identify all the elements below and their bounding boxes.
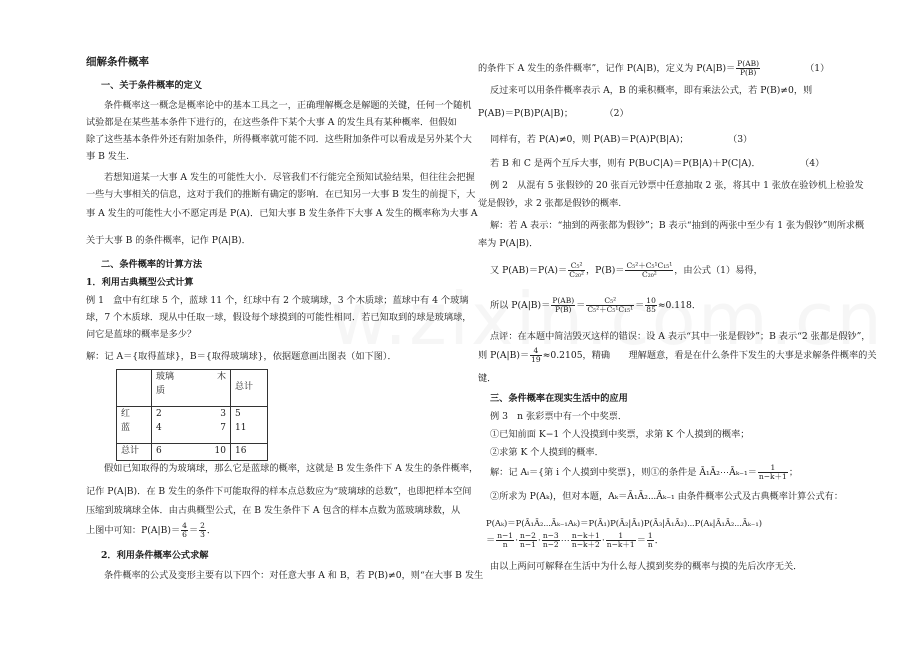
- solution2-line2: 率为 P(A|B)．: [478, 238, 539, 249]
- comment-line1: 点评：在本题中简洁毁灭这样的错误：设 A 表示“其中一张是假钞”；B 表示“2 张都是假钞”，: [490, 331, 871, 342]
- example2-line2: 觉是假钞，求 2 张都是假钞的概率.: [478, 198, 622, 209]
- section-3-heading: 三、条件概率在现实生活中的应用: [490, 393, 628, 404]
- example3: 例 3 n 张彩票中有一个中奖票．: [490, 411, 628, 422]
- conclusion: 由以上两问可解释在生活中为什么每人摸到奖券的概率与摸的先后次序无关．: [490, 561, 803, 572]
- solution3-line2: ②所求为 P(Aₖ)，但对本题，Aₖ＝Ā₁Ā₂⋯Āₖ₋₁ 由条件概率公式及古典概率计算公式有：: [490, 491, 844, 502]
- comment-line3: 键．: [478, 373, 497, 384]
- para1-line2: 试验都是在某些基本条件下进行的，在这些条件下某个大事 A 的发生具有某种概率．但假如: [86, 117, 457, 128]
- subsection-2-1: 1．利用古典概型公式计算: [86, 277, 194, 288]
- para2-line2: 一些与大事相关的信息，这对于我们的推断有确定的影响．在已知另一大事 B 发生的前提下，大: [86, 189, 476, 200]
- formula-2-line: P(AB)＝P(B)P(A|B)； （2）: [478, 108, 629, 119]
- para3-line2: 记作 P(A|B)．在 B 发生的条件下可能取得的样本点总数应为“玻璃球的总数”，也即把样本空间: [86, 486, 472, 497]
- table-total-values: 6 10: [152, 444, 231, 461]
- question-1: ①已知前面 K−1 个人没摸到中奖票，求第 K 个人摸到的概率；: [490, 429, 750, 440]
- example1-line1: 例 1 盒中有红球 5 个，蓝球 11 个，红球中有 2 个玻璃球，3 个木质球；蓝球中有 4 个玻璃: [86, 295, 469, 306]
- multiplication-rule: 反过来可以用条件概率表示 A，B 的乘积概率，即有乘法公式，若 P(B)≠0，则: [490, 85, 813, 96]
- para4: 条件概率的公式及变形主要有以下四个：对任意大事 A 和 B，若 P(B)≠0，则“在大事 B 发生: [104, 570, 484, 581]
- table-row: [117, 370, 268, 407]
- ball-table: [116, 369, 268, 461]
- para1-line4: 事 B 发生.: [86, 151, 130, 162]
- formula-4-line: 若 B 和 C 是两个互斥大事，则有 P(B∪C|A)＝P(B|A)＋P(C|A)． （4）: [490, 158, 825, 169]
- solution2-probabilities: 又 P(AB)＝P(A)＝ $\frac{\text{C₅²}}{\text{C₂₀²}}$ ，P(B)＝ $\frac{\text{C₅²＋C₅¹C₁₅¹}}{\text{C₂₀²}}$ ，由公式（1）易得，: [490, 261, 763, 279]
- solution3-line1: 解：记 Aᵢ＝{第 i 个人摸到中奖票}，则①的条件是 Ā₁Ā₂⋯Āₖ₋₁＝ $\frac{1}{n-k+1}$ ；: [490, 463, 799, 481]
- solution3-chain: P(Aₖ)＝P(Ā₁Ā₂⋯Āₖ₋₁Aₖ)＝P(Ā₁)P(Ā₂|Ā₁)P(Ā₃|Ā₁Ā₂)⋯P(Aₖ|Ā₁Ā₂⋯Āₖ₋₁): [486, 518, 762, 528]
- page-title: 细解条件概率: [86, 56, 149, 68]
- table-row: [117, 407, 268, 444]
- table-row-totals: 5 11: [231, 407, 268, 444]
- subsection-2-2: 2．利用条件概率公式求解: [101, 550, 209, 561]
- solution3-product: ＝ $\frac{n-1}{n}$ · $\frac{n-2}{n-1}$ · $\frac{n-3}{n-2}$ ⋯ $\frac{n-k+1}{n-k+2}$ · $\frac{1}{n-k+1}$ ＝ $\frac{1}{n}$ ．: [486, 531, 664, 549]
- example1-line3: 问它是蓝球的概率是多少？: [86, 329, 197, 340]
- table-row: [117, 444, 268, 461]
- comment-line2: 则 P(A|B)＝ $\frac{4}{19}$ ≈0.2105，精确 理解题意，看是在什么条件下发生的大事是求解条件概率的关: [478, 346, 877, 364]
- section-2-heading: 二、条件概率的计算方法: [101, 259, 203, 270]
- solution1: 解：记 A＝{取得蓝球}，B＝{取得玻璃球}，依据题意画出图表（如下图）．: [86, 351, 397, 362]
- para1-line3: 除了这些基本条件外还有附加条件，所得概率就可能不同．这些附加条件可以看成是另外某个大: [86, 134, 472, 145]
- para3-line4: 上图中可知：P(A|B)＝ $\frac{4}{6}$ ＝ $\frac{2}{3}$ ．: [86, 521, 217, 539]
- para2-line4: 关于大事 B 的条件概率，记作 P(A|B)．: [86, 235, 251, 246]
- formula-1-line: 的条件下 A 发生的条件概率”，记作 P(A|B)，定义为 P(A|B)＝ $\frac{P(AB)}{P(B)}$ （1）: [478, 59, 830, 77]
- formula-3-line: 同样有，若 P(A)≠0，则 P(AB)＝P(A)P(B|A)； （3）: [490, 134, 753, 145]
- example1-line2: 球，7 个木质球．现从中任取一球，假设每个球摸到的可能性相同．若已知取到的球是玻璃球，: [86, 312, 472, 323]
- para2-line1: 若想知道某一大事 A 发生的可能性大小．尽管我们不行能完全预知试验结果，但往往会把握: [104, 172, 475, 183]
- solution2-line1: 解：若 A 表示：“抽到的两张都为假钞”；B 表示“抽到的两张中至少有 1 张为假钞”则所求概: [490, 220, 865, 231]
- table-label-total: 总计: [117, 444, 152, 461]
- para3-line1: 假如已知取得的为玻璃球，那么它是蓝球的概率，这就是 B 发生条件下 A 发生的条件概率，: [104, 463, 479, 474]
- table-corner: [117, 370, 152, 407]
- para1-line1: 条件概率这一概念是概率论中的基本工具之一，正确理解概念是解题的关键，任何一个随机: [104, 100, 472, 111]
- table-header-total: 总计: [231, 370, 268, 407]
- table-header-material: 玻璃 木 质: [152, 370, 231, 407]
- table-values: 2 3 4 7: [152, 407, 231, 444]
- para3-line3: 压缩到玻璃球全体．由古典概型公式，在 B 发生条件下 A 包含的样本点数为蓝玻璃球数，从: [86, 505, 461, 516]
- section-1-heading: 一、关于条件概率的定义: [101, 80, 203, 91]
- question-2: ②求第 K 个人摸到的概率．: [490, 447, 604, 458]
- para2-line3: 事 A 发生的可能性大小不愿定再是 P(A)．已知大事 B 发生条件下大事 A 发生的概率称为大事 A: [86, 208, 478, 219]
- table-label-red: 红 蓝: [117, 407, 152, 444]
- solution2-result: 所以 P(A|B)＝ $\frac{P(AB)}{P(B)}$ ＝ $\frac{\text{C₅²}}{\text{C₅²＋C₅¹C₁₅¹}}$ ＝ $\frac{10}{85}$ ≈0.118．: [490, 296, 702, 314]
- table-grand-total: 16: [231, 444, 268, 461]
- example2-line1: 例 2 从混有 5 张假钞的 20 张百元钞票中任意抽取 2 张，将其中 1 张放在验钞机上检验发: [490, 180, 864, 191]
